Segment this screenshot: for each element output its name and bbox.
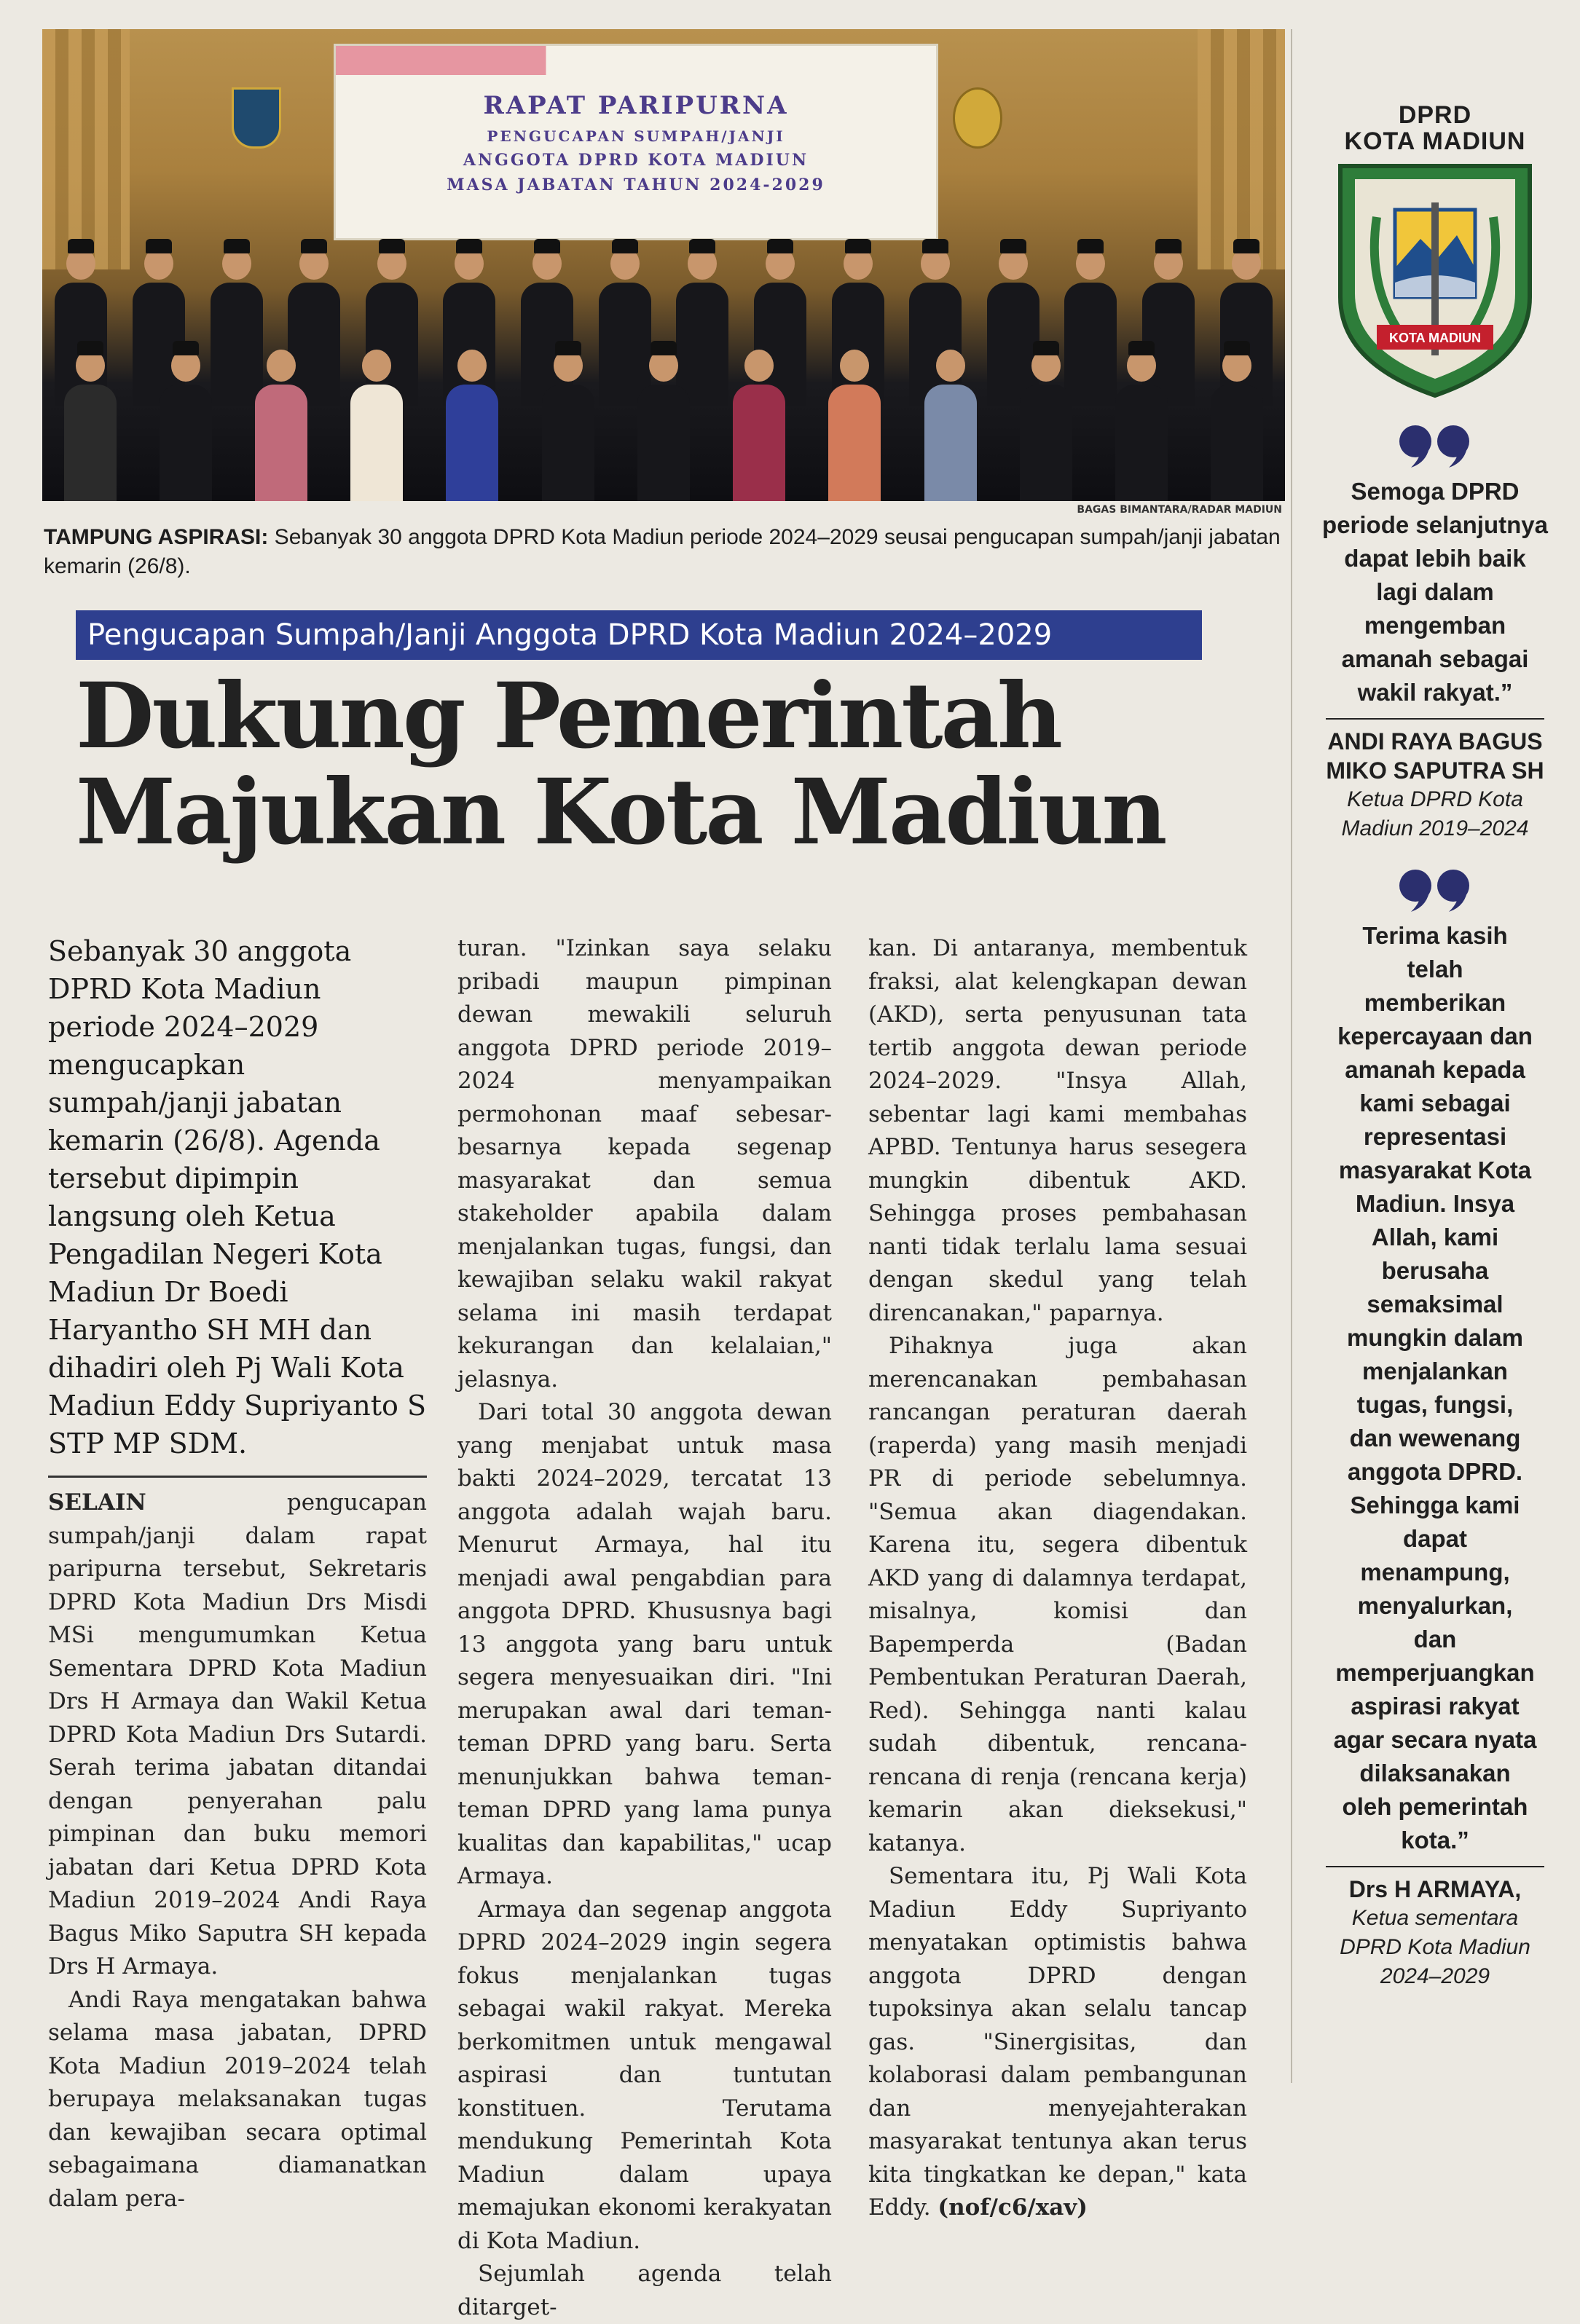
photo-caption [44,523,1286,581]
curtain-left [42,29,130,269]
photo-credit: BAGAS BIMANTARA/RADAR MADIUN [1077,504,1282,516]
sidebar-title-line-2: KOTA MADIUN [1344,127,1526,155]
banner-flag-stripe [336,46,936,75]
sidebar-title [1304,102,1566,154]
quote-2-divider [1326,1866,1544,1867]
paragraph-6: Sejumlah agenda telah ditarget- [457,2261,832,2320]
banner-line-1: RAPAT PARIPURNA [483,91,789,120]
article-column-2 [457,932,832,2324]
dprd-emblem-icon [953,87,1002,149]
banner-line-4: MASA JABATAN TAHUN 2024-2029 [447,176,825,194]
event-banner [334,44,938,240]
quote-1-role: Ketua DPRD Kota Madiun 2019–2024 [1341,787,1529,840]
dropcap-word: SELAIN [48,1489,146,1516]
banner-line-3: ANGGOTA DPRD KOTA MADIUN [463,151,809,170]
paragraph-8: Pihaknya juga akan merencanakan pembahasan rancangan peraturan daerah (raperda) yang masih menjadi PR di periode sebelumnya. "Semua akan diagendakan. Karena itu, segera dibentuk AKD yang di dalamnya terdapat, misalnya, komisi dan Bapemperda (Badan Pembentukan Peraturan Daerah, Red). Sehingga nanti kalau sudah dibentuk, rencana-rencana di renja (rencana kerja) kemarin akan dieksekusi," katanya. [868,1333,1247,1856]
quote-2: Terima kasih telah memberikan kepercayaan dan amanah kepada kami sebagai representasi masyarakat Kota Madiun. Insya Allah, kami berusaha semaksimal mungkin dalam menjalankan tugas, fungsi, dan wewenang anggota DPRD. Sehingga kami dapat menampung, menyalurkan, dan memperjuangkan aspirasi rakyat agar secara nyata dilaksanakan oleh pemerintah kota.” [1333,922,1537,1854]
quote-2-role: Ketua sementara DPRD Kota Madiun 2024–2029 [1340,1906,1530,1988]
sidebar [1304,102,1566,1991]
caption-label: TAMPUNG ASPIRASI: [44,525,269,549]
paragraph-1 [48,1486,427,1984]
article-column-1 [48,932,427,2215]
sidebar-divider [1291,29,1292,2083]
banner-line-2: PENGUCAPAN SUMPAH/JANJI [487,127,785,145]
article-headline [76,663,1256,865]
people-front-row [42,350,1285,501]
lead-divider [48,1476,427,1478]
article-kicker: Pengucapan Sumpah/Janji Anggota DPRD Kota Madiun 2024–2029 [76,610,1202,660]
quote-1-divider [1326,718,1544,720]
paragraph-5: Armaya dan segenap anggota DPRD 2024–2029 ingin segera fokus menjalankan tugas sebagai wakil rakyat. Mereka berkomitmen untuk mengawal aspirasi dan tuntutan konstituen. Terutama mendukung Pemerintah Kota Madiun dalam upaya memajukan ekonomi kerakyatan di Kota Madiun. [457,1896,832,2254]
quote-1: Semoga DPRD periode selanjutnya dapat lebih baik lagi dalam mengemban amanah sebagai wakil rakyat.” [1322,478,1548,706]
quote-mark-icon [1395,422,1475,469]
caption-text: Sebanyak 30 anggota DPRD Kota Madiun periode 2024–2029 seusai pengucapan sumpah/janji jabatan kemarin (26/8). [44,525,1281,578]
headline-line-1: Dukung Pemerintah [76,663,1061,769]
article-lead: Sebanyak 30 anggota DPRD Kota Madiun periode 2024–2029 mengucapkan sumpah/janji jabatan kemarin (26/8). Agenda tersebut dipimpin langsung oleh Ketua Pengadilan Negeri Kota Madiun Dr Boedi Haryantho SH MH dan dihadiri oleh Pj Wali Kota Madiun Eddy Supriyanto S STP MP SDM. [48,935,427,1460]
paragraph-7: kan. Di antaranya, membentuk fraksi, alat kelengkapan dewan (AKD), serta penyusunan tata tertib anggota dewan periode 2024–2029. "Insya Allah, sebentar lagi kami membahas APBD. Tentunya harus sesegera mungkin dibentuk AKD. Sehingga proses pembahasan nanti tidak terlalu lama sesuai dengan skedul yang telah direncanakan," paparnya. [868,935,1247,1326]
quote-1-name: ANDI RAYA BAGUS MIKO SAPUTRA SH [1326,728,1544,784]
curtain-right [1198,29,1285,269]
paragraph-1-text: pengucapan sumpah/janji dalam rapat paripurna tersebut, Sekretaris DPRD Kota Madiun Drs Misdi MSi mengumumkan Ketua Sementara DPRD Kota Madiun Drs H Armaya dan Wakil Ketua DPRD Kota Madiun Drs Sutardi. Serah terima jabatan ditandai dengan penyerahan palu pimpinan dan buku memori jabatan dari Ketua DPRD Kota Madiun 2019–2024 Andi Raya Bagus Miko Saputra SH kepada Drs H Armaya. [48,1489,427,1980]
sidebar-title-line-1: DPRD [1398,101,1472,129]
paragraph-9-text: Sementara itu, Pj Wali Kota Madiun Eddy Supriyanto menyatakan optimistis bahwa anggota DPRD dengan tupoksinya akan selalu tancap gas. "Sinergisitas, dan kolaborasi dalam pembangunan dan menyejahterakan masyarakat tentunya akan terus kita tingkatkan ke depan," kata Eddy. [868,1863,1247,2221]
paragraph-3: turan. "Izinkan saya selaku pribadi maupun pimpinan dewan mewakili seluruh anggota DPRD periode 2019–2024 menyampaikan permohonan maaf sebesar-besarnya kepada segenap masyarakat dan semua stakeholder apabila dalam menjalankan tugas, fungsi, dan kewajiban selaku wakil rakyat selama ini masih terdapat kekurangan dan kelalaian," jelasnya. [457,935,832,1393]
kota-madiun-crest-icon [1326,159,1544,399]
city-emblem-icon [232,87,281,149]
article-column-3 [868,932,1247,2225]
paragraph-2: Andi Raya mengatakan bahwa selama masa jabatan, DPRD Kota Madiun 2019–2024 telah berupaya melaksanakan tugas dan kewajiban secara optimal sebagaimana diamanatkan dalam pera- [48,1986,427,2212]
headline-line-2: Majukan Kota Madiun [76,760,1166,865]
paragraph-9 [868,1860,1247,2225]
crest-label: KOTA MADIUN [1389,331,1481,345]
quote-mark-icon [1395,867,1475,913]
news-photo [42,29,1285,501]
article-signoff: (nof/c6/xav) [938,2194,1088,2221]
paragraph-4: Dari total 30 anggota dewan yang menjabat untuk masa bakti 2024–2029, tercatat 13 anggota adalah wajah baru. Menurut Armaya, hal itu menjadi awal pengabdian para anggota DPRD. Khususnya bagi 13 anggota yang baru untuk segera menyesuaikan diri. "Ini merupakan awal dari teman-teman DPRD yang baru. Serta menunjukkan bahwa teman-teman DPRD yang lama punya kualitas dan kapabilitas," ucap Armaya. [457,1399,832,1889]
quote-2-name: Drs H ARMAYA, [1348,1876,1522,1902]
